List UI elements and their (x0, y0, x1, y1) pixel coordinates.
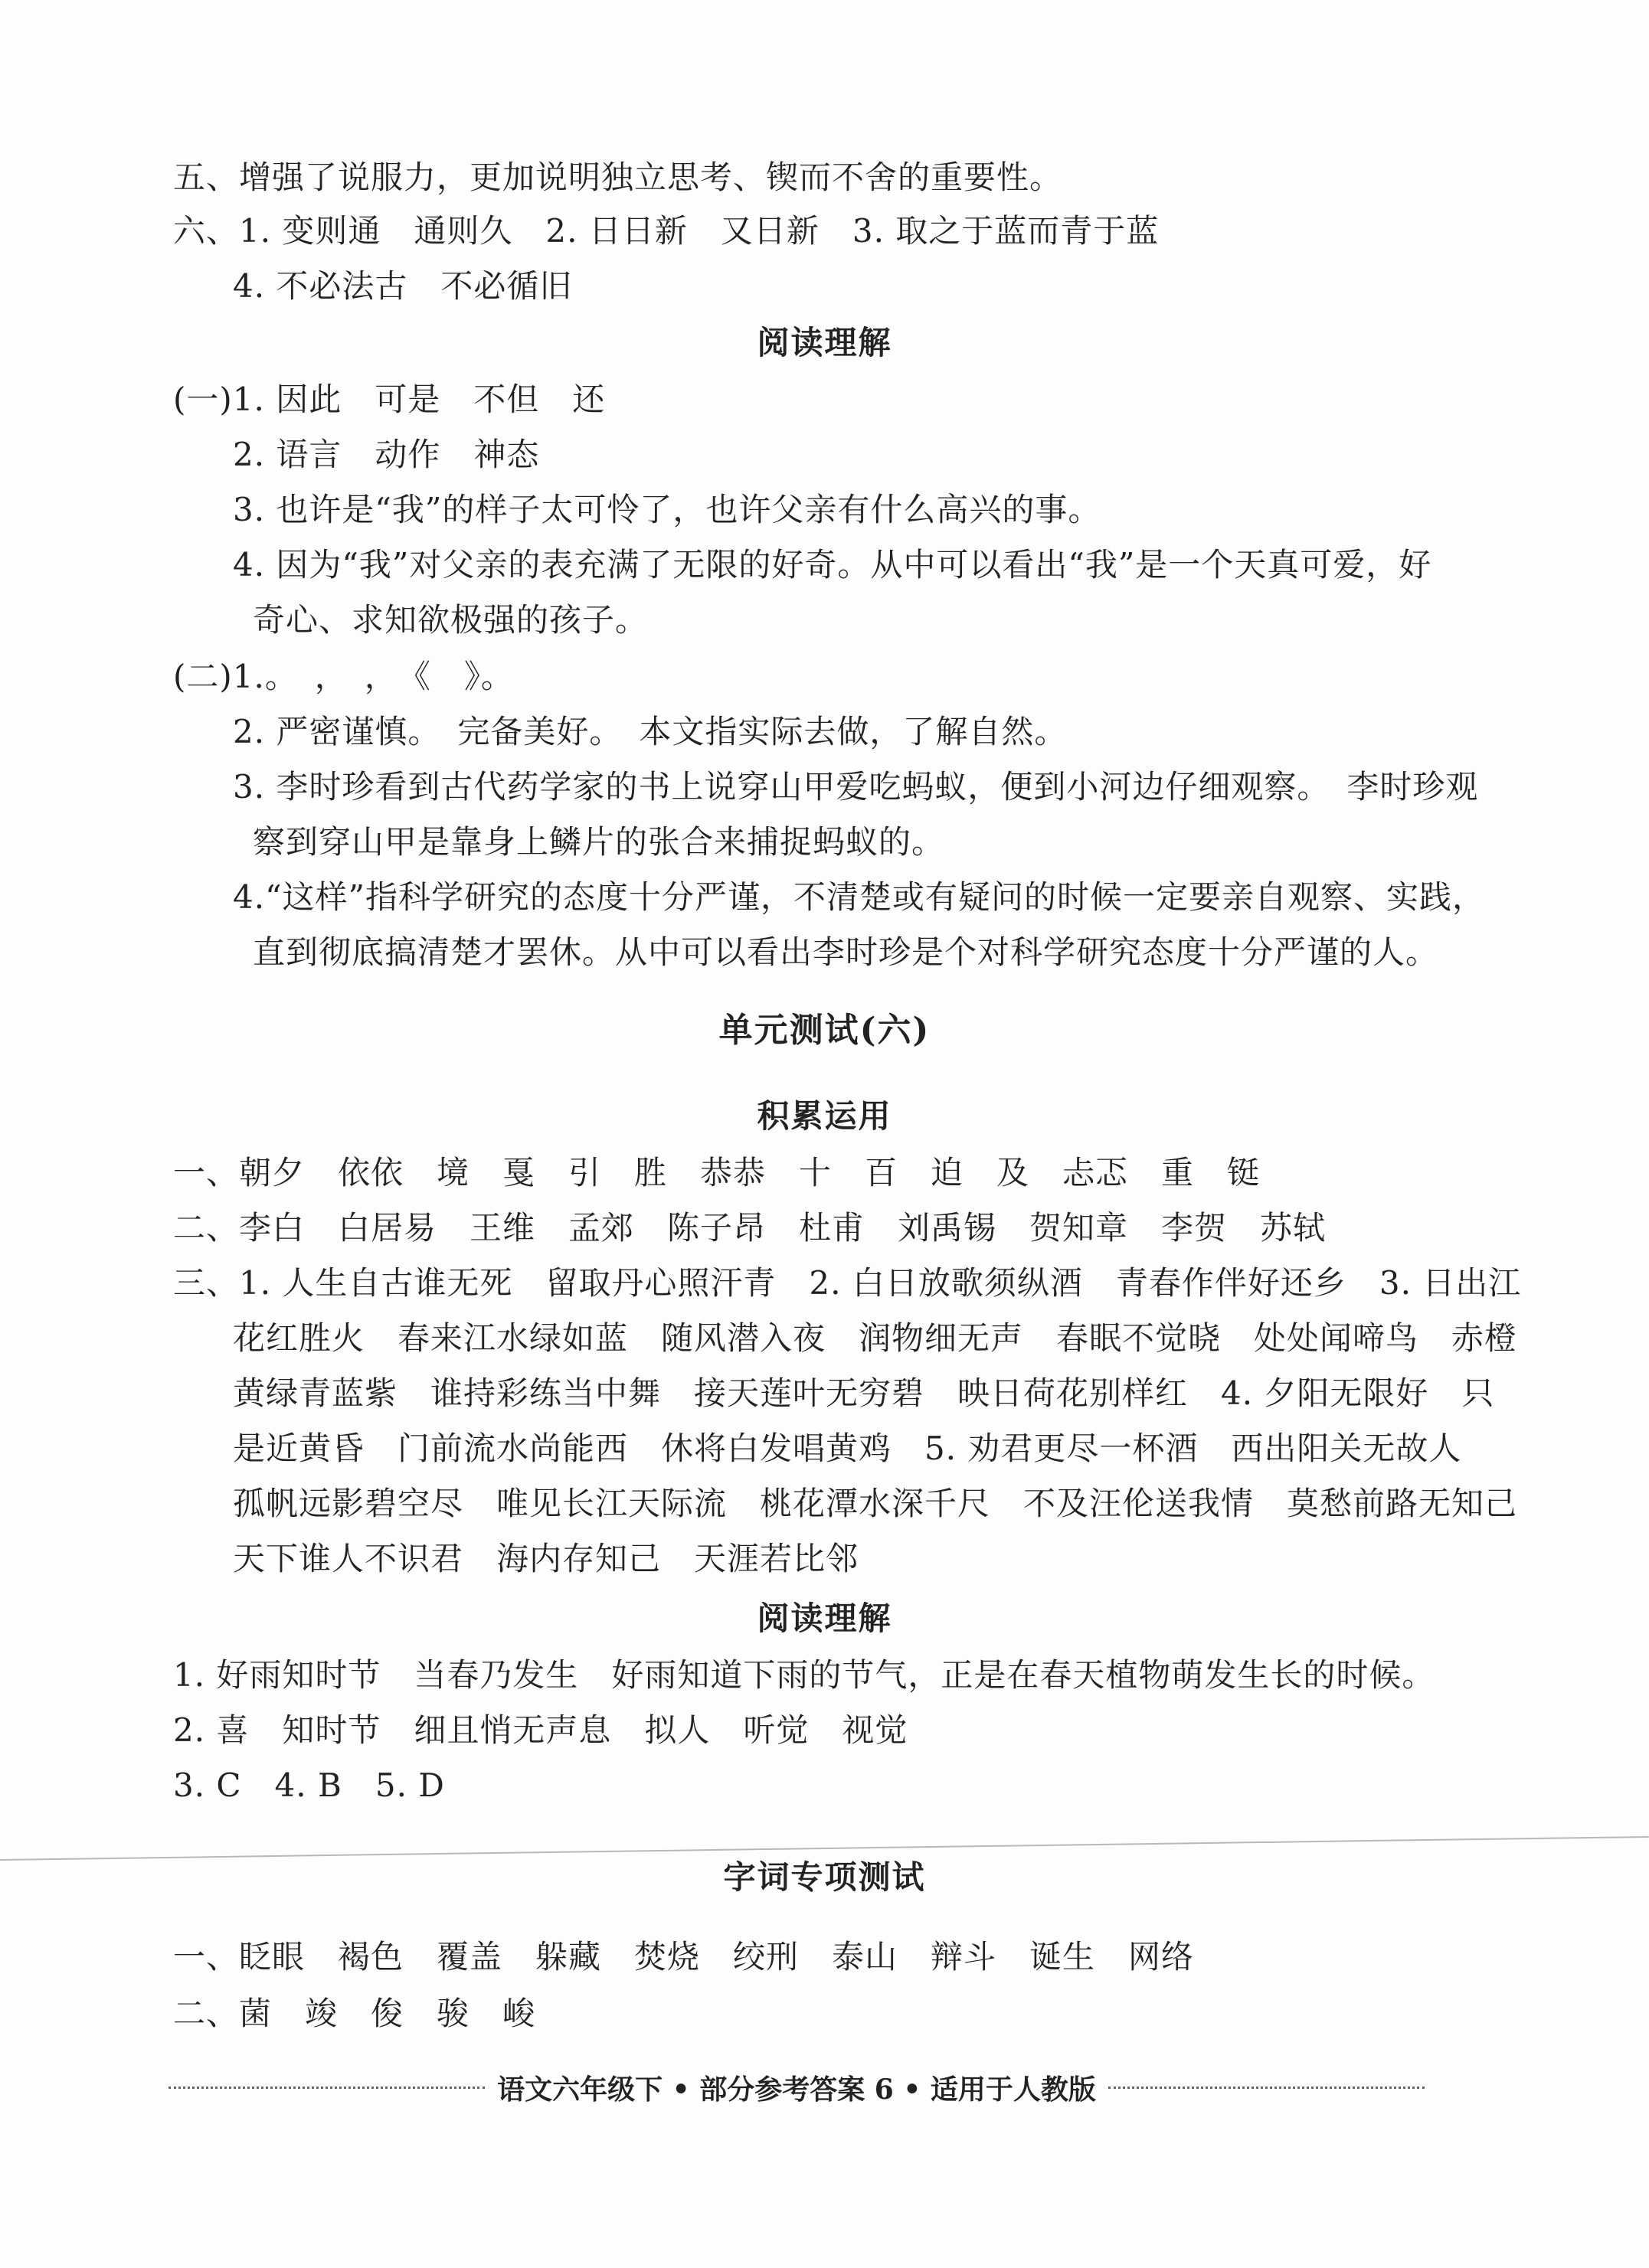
answer-line-6: 六、1. 变则通 通则久 2. 日日新 又日新 3. 取之于蓝而青于蓝 (173, 212, 1160, 250)
answer-line-5: 五、增强了说服力，更加说明独立思考、锲而不舍的重要性。 (173, 158, 1063, 196)
reading-item: (一)1. 因此 可是 不但 还 (173, 381, 606, 418)
accumulation-item: 孤帆远影碧空尽 唯见长江天际流 桃花潭水深千尺 不及汪伦送我情 莫愁前路无知己 (233, 1485, 1518, 1522)
reading-item: 2. 严密谨慎。 完备美好。 本文指实际去做，了解自然。 (233, 713, 1068, 750)
vocabulary-item: 二、菌 竣 俊 骏 峻 (173, 1995, 536, 2032)
footer-text: 语文六年级下 • 部分参考答案 6 • 适用于人教版 (497, 2073, 1096, 2106)
reading-item: 3. 李时珍看到古代药学家的书上说穿山甲爱吃蚂蚁，便到小河边仔细观察。 李时珍观 (233, 768, 1479, 806)
accumulation-item: 三、1. 人生自古谁无死 留取丹心照汗青 2. 白日放歌须纵酒 青春作伴好还乡 3. 日出江 (173, 1264, 1522, 1302)
footer-dotted-line-left (168, 2087, 485, 2089)
reading-item: 2. 喜 知时节 细且悄无声息 拟人 听觉 视觉 (173, 1711, 908, 1749)
reading-item: 2. 语言 动作 神态 (233, 436, 540, 473)
accumulation-item: 天下谁人不识君 海内存知己 天涯若比邻 (233, 1540, 859, 1577)
footer-dotted-line-right (1108, 2087, 1425, 2089)
reading-item: 4. 因为“我”对父亲的表充满了无限的好奇。从中可以看出“我”是一个天真可爱，好 (233, 546, 1432, 583)
accumulation-item: 是近黄昏 门前流水尚能西 休将白发唱黄鸡 5. 劝君更尽一杯酒 西出阳关无故人 (233, 1430, 1462, 1467)
section-heading-reading: 阅读理解 (757, 324, 892, 361)
section-heading-accumulation: 积累运用 (757, 1097, 892, 1135)
section-heading-vocabulary: 字词专项测试 (723, 1858, 926, 1896)
vocabulary-item: 一、眨眼 褐色 覆盖 躲藏 焚烧 绞刑 泰山 辩斗 诞生 网络 (173, 1938, 1195, 1976)
reading-item: 直到彻底搞清楚才罢休。从中可以看出李时珍是个对科学研究态度十分严谨的人。 (253, 933, 1439, 971)
reading-item: (二)1.。 ， ， 《 》。 (173, 658, 514, 695)
reading-item: 3. 也许是“我”的样子太可怜了，也许父亲有什么高兴的事。 (233, 491, 1101, 528)
reading-item: 3. C 4. B 5. D (173, 1766, 445, 1804)
reading-item: 4.“这样”指科学研究的态度十分严谨，不清楚或有疑问的时候一定要亲自观察、实践， (233, 878, 1486, 916)
reading-item: 1. 好雨知时节 当春乃发生 好雨知道下雨的节气，正是在春天植物萌发生长的时候。 (173, 1656, 1435, 1694)
accumulation-item: 花红胜火 春来江水绿如蓝 随风潜入夜 润物细无声 春眠不觉晓 处处闻啼鸟 赤橙 (233, 1319, 1518, 1357)
accumulation-item: 二、李白 白居易 王维 孟郊 陈子昂 杜甫 刘禹锡 贺知章 李贺 苏轼 (173, 1209, 1327, 1247)
reading-item: 察到穿山甲是靠身上鳞片的张合来捕捉蚂蚁的。 (253, 823, 945, 861)
accumulation-item: 一、朝夕 依依 境 戛 引 胜 恭恭 十 百 迫 及 忐忑 重 铤 (173, 1154, 1261, 1191)
page-footer (168, 2066, 1425, 2109)
section-heading-reading: 阅读理解 (757, 1600, 892, 1637)
answer-line-6-cont: 4. 不必法古 不必循旧 (233, 267, 573, 305)
reading-item: 奇心、求知欲极强的孩子。 (253, 601, 649, 639)
unit-test-title: 单元测试(六) (718, 1011, 931, 1050)
accumulation-item: 黄绿青蓝紫 谁持彩练当中舞 接天莲叶无穷碧 映日荷花别样红 4. 夕阳无限好 只 (233, 1374, 1495, 1412)
